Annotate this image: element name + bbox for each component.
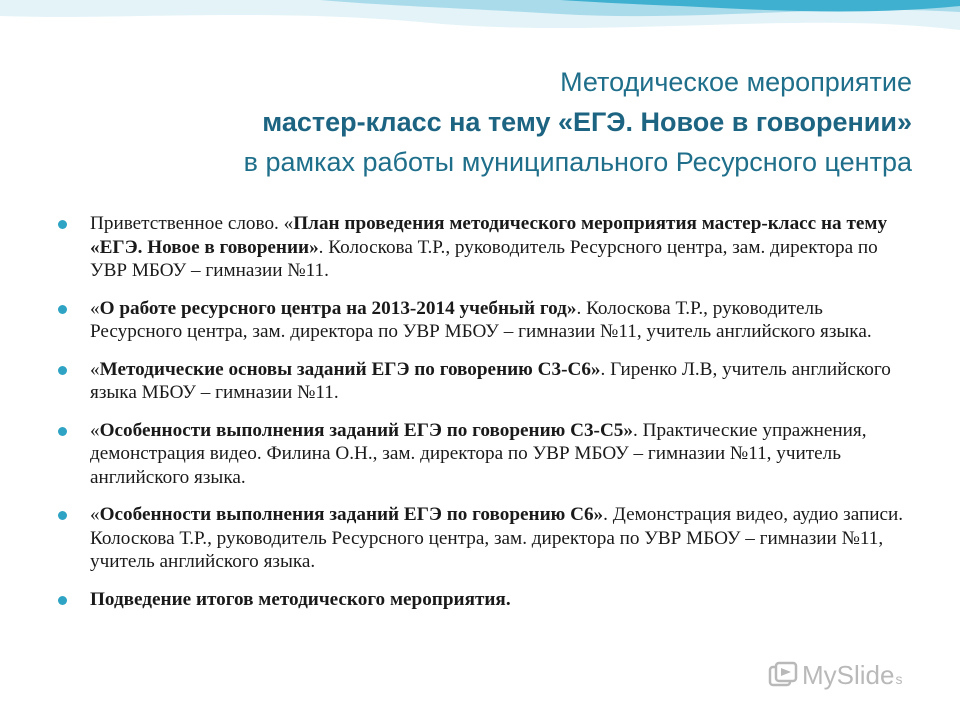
agenda-item-text: . Демонстрация видео, аудио записи. Колоскова Т.Р., руководитель Ресурсного центра, зам. директора по УВР МБОУ – гимназии №11, учитель английского языка.: [90, 504, 904, 572]
myslide-logo-icon: [768, 660, 798, 690]
bullet-dot-icon: [58, 220, 67, 229]
agenda-item-text: Подведение итогов методического мероприятия.: [90, 588, 511, 610]
agenda-item: [58, 297, 908, 344]
agenda-item-text: План проведения методического мероприятия мастер-класс на тему «ЕГЭ. Новое в говорении»: [90, 213, 888, 258]
agenda-item-text: «: [90, 297, 100, 319]
bullet-dot-icon: [58, 511, 67, 520]
agenda-item-text: «: [90, 419, 100, 441]
agenda-item-text: «: [90, 504, 100, 525]
myslides-watermark: [768, 660, 902, 690]
watermark-text: MySlide: [802, 659, 895, 690]
slide-title: [40, 62, 912, 182]
agenda-item-text: . Гиренко Л.В, учитель английского языка МБОУ – гимназии №11.: [90, 358, 891, 403]
bullet-dot-icon: [58, 427, 67, 436]
agenda-item: [58, 358, 908, 405]
agenda-item-text: . Колоскова Т.Р., руководитель Ресурсного центра, зам. директора по УВР МБОУ – гимназии №11.: [90, 236, 878, 281]
agenda-list: [58, 212, 908, 625]
agenda-item: [58, 588, 908, 612]
title-line-2: мастер-класс на тему «ЕГЭ. Новое в говорении»: [262, 107, 912, 137]
bullet-dot-icon: [58, 366, 67, 375]
agenda-item-text: «: [90, 358, 100, 380]
watermark-suffix: s: [895, 671, 903, 687]
agenda-item: [58, 419, 908, 490]
agenda-item-text: О работе ресурсного центра на 2013-2014 учебный год»: [99, 297, 577, 319]
agenda-item-text: . Практические упражнения, демонстрация видео. Филина О.Н., зам. директора по УВР МБОУ – гимназии №11, учитель английского языка.: [90, 419, 867, 488]
bullet-dot-icon: [58, 305, 67, 314]
bullet-dot-icon: [58, 596, 67, 605]
agenda-item: [58, 503, 908, 574]
agenda-item-text: Приветственное слово. «: [90, 213, 294, 234]
agenda-item-text: Особенности выполнения заданий ЕГЭ по говорению С6»: [99, 504, 604, 525]
agenda-item: [58, 212, 908, 283]
agenda-item-text: Методические основы заданий ЕГЭ по говорению С3-С6»: [99, 358, 601, 380]
title-line-3: в рамках работы муниципального Ресурсного центра: [243, 147, 912, 177]
agenda-item-text: . Колоскова Т.Р., руководитель Ресурсного центра, зам. директора по УВР МБОУ – гимназии №11, учитель английского языка.: [90, 297, 872, 342]
title-line-1: Методическое мероприятие: [560, 67, 912, 97]
agenda-item-text: Особенности выполнения заданий ЕГЭ по говорению С3-С5»: [99, 419, 633, 441]
